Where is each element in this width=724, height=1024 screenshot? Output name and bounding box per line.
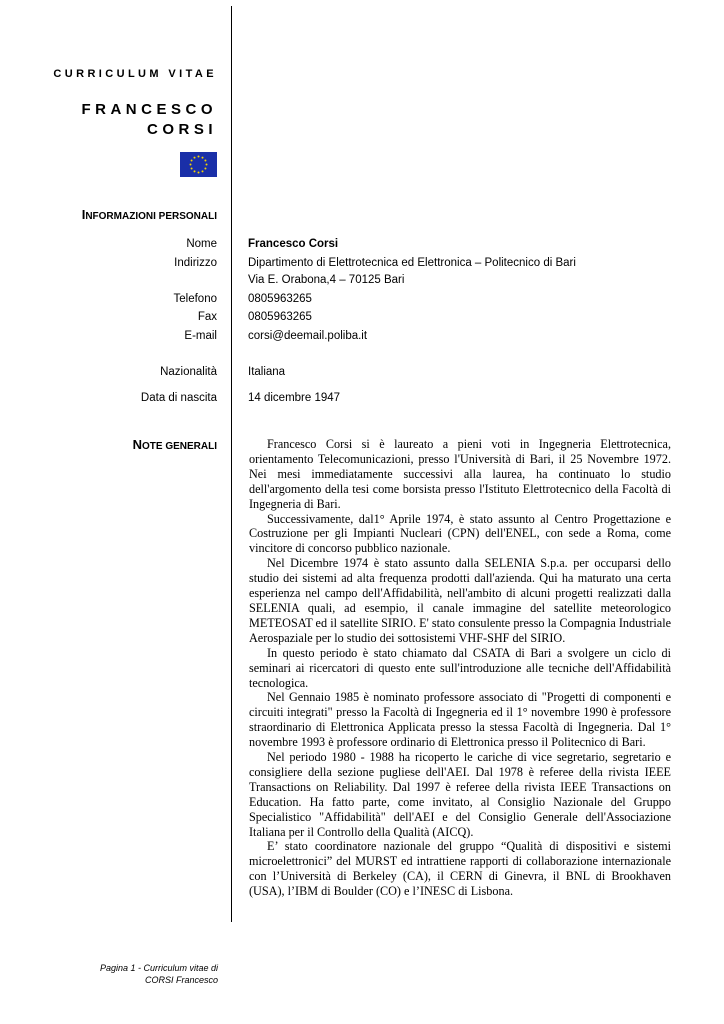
notes-paragraph: Successivamente, dal1° Aprile 1974, è stato assunto al Centro Progettazione e Costruzione per gli Impianti Nucleari (CPN) dell'ENEL, con sede a Roma, come vincitore di concorso pubblico nazionale. xyxy=(249,511,671,556)
section-title-general-notes: NOTE GENERALI xyxy=(132,437,217,452)
flag-star xyxy=(190,164,192,166)
section-title-personal-info: INFORMAZIONI PERSONALI xyxy=(81,207,217,222)
flag-star xyxy=(191,168,193,170)
label-fax: Fax xyxy=(197,311,217,323)
flag-star xyxy=(206,164,208,166)
notes-paragraph: Nel periodo 1980 - 1988 ha ricoperto le cariche di vice segretario, segretario e consigliere della sezione pugliese dell'AEI. Dal 1978 è referee della rivista IEEE Transactions on Reliability. Dal 1997 è referee della rivista IEEE Transactions on Education. Ha fatto parte, come invitato, al Consiglio Nazionale del Gruppo Specialistico "Affidabilità" dell'AEI e del Consiglio Generale dell'Associazione Italiana per il Controllo della Qualità (AICQ). xyxy=(249,750,671,839)
flag-star xyxy=(198,172,200,174)
eu-flag-icon xyxy=(180,152,217,177)
notes-paragraph: Nel Gennaio 1985 è nominato professore associato di "Progetti di componenti e circuiti integrati" presso la Facoltà di Ingegneria ed il 1° novembre 1990 è professore straordinario di Elettronica Applicata presso la stessa Facoltà di Ingegneria. Dal 1° novembre 1993 è professore ordinario di Elettronica presso il Politecnico di Bari. xyxy=(249,690,671,750)
cv-heading: CURRICULUM VITAE xyxy=(53,68,217,80)
value-email: corsi@deemail.poliba.it xyxy=(248,330,368,342)
value-address-line1: Dipartimento di Elettrotecnica ed Elettronica – Politecnico di Bari xyxy=(248,257,576,269)
notes-paragraph: E’ stato coordinatore nazionale del gruppo “Qualità di dispositivi e sistemi microelettronici” del MURST ed intrattiene rapporti di collaborazione internazionale con l’Università di Berkeley (CA), il CERN di Ginevra, il BNL di Brookhaven (USA), l’IBM di Boulder (CO) e l’INESC di Lisbona. xyxy=(249,839,671,899)
flag-star xyxy=(204,160,206,162)
value-nationality: Italiana xyxy=(248,366,286,378)
footer-line2: CORSI Francesco xyxy=(144,975,218,985)
notes-paragraph: Francesco Corsi si è laureato a pieni voti in Ingegneria Elettrotecnica, orientamento Telecomunicazioni, presso l'Università di Bari, il 25 Novembre 1972. Nei mesi immediatamente successivi alla laurea, ha continuato lo studio dell'argomento della tesi come borsista presso l'Istituto Elettrotecnico della Facoltà di Ingegneria di Bari. xyxy=(249,437,671,511)
flag-star xyxy=(191,160,193,162)
value-fax: 0805963265 xyxy=(248,311,312,323)
flag-star xyxy=(198,156,200,158)
value-address-line2: Via E. Orabona,4 – 70125 Bari xyxy=(248,274,405,286)
notes-paragraph: In questo periodo è stato chiamato dal CSATA di Bari a svolgere un ciclo di seminari ai ricercatori di questo ente sull'introduzione alle tecniche dell'Affidabilità tecnologica. xyxy=(249,645,671,690)
flag-star xyxy=(194,157,196,159)
footer-line1: Pagina 1 - Curriculum vitae di xyxy=(99,963,218,973)
label-name: Nome xyxy=(186,238,217,250)
page-footer xyxy=(40,962,218,986)
flag-star xyxy=(202,170,204,172)
label-phone: Telefono xyxy=(173,293,217,305)
value-birthdate: 14 dicembre 1947 xyxy=(248,392,341,404)
last-name: CORSI xyxy=(146,121,217,138)
notes-paragraph: Nel Dicembre 1974 è stato assunto dalla SELENIA S.p.a. per occuparsi dello studio dei sistemi ad alta frequenza prodotti dall'azienda. Qui ha maturato una certa esperienza nel campo dell'Affidabilità, nell'ambito di alcuni progetti realizzati dalla SELENIA quali, ad esempio, il canale immagine del satellite meteorologico METEOSAT ed il satellite SIRIO. E' stato consulente presso la Compagnia Industriale Aerospaziale per lo studio dei sottosistemi VHF-SHF del SIRIO. xyxy=(249,556,671,645)
value-phone: 0805963265 xyxy=(248,293,312,305)
label-address: Indirizzo xyxy=(174,257,217,269)
value-name: Francesco Corsi xyxy=(248,238,339,250)
flag-star xyxy=(194,170,196,172)
label-nationality: Nazionalità xyxy=(160,366,217,378)
first-name: FRANCESCO xyxy=(81,101,217,118)
flag-star xyxy=(202,157,204,159)
vertical-divider xyxy=(231,6,232,922)
label-birthdate: Data di nascita xyxy=(140,392,217,404)
label-email: E-mail xyxy=(184,330,217,342)
general-notes-body xyxy=(249,437,671,899)
flag-star xyxy=(204,168,206,170)
